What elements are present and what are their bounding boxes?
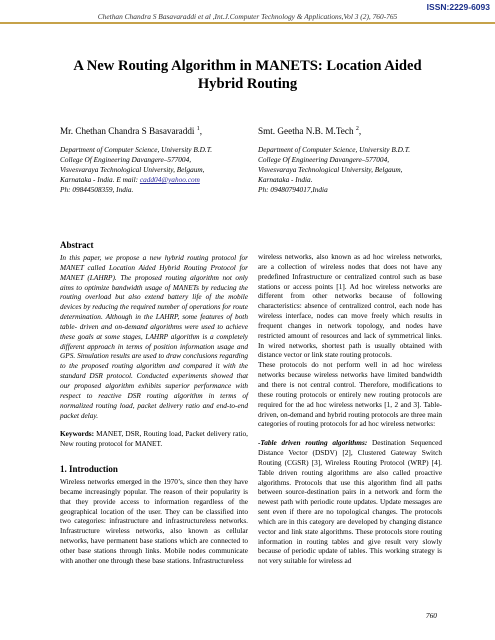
author-2-sup: 2 — [355, 126, 359, 132]
affil-2-line-2: College Of Engineering Davangere–577004, — [258, 155, 390, 164]
right-para-3 — [258, 438, 442, 566]
issn-label: ISSN:2229-6093 — [426, 2, 490, 12]
keywords-text: MANET, DSR, Routing load, Packet delivery ratio, New routing protocol for MANET. — [60, 429, 248, 449]
affil-2-line-5: Ph: 09480794017,India — [258, 185, 328, 194]
affil-1-line-4 — [60, 175, 212, 185]
affil-1-line-1: Department of Computer Science, University B.D.T. — [60, 145, 213, 154]
introduction-heading: 1. Introduction — [60, 464, 118, 475]
keywords-label: Keywords: — [60, 429, 95, 439]
author-1-affiliation — [60, 145, 212, 195]
header-rule — [0, 22, 495, 24]
author-1-email-link[interactable]: cadd04@yahoo.com — [139, 175, 200, 184]
title-line-2: Hybrid Routing — [197, 76, 298, 92]
introduction-text: Wireless networks emerged in the 1970’s, since then they have became increasingly popular. The reason of their popularity is that they provide access to information regardless of the geographical location of the user. They can be classified into two categories: infrastructure and infrastructureless networks. Infrastructure wireless networks, also known as cellular networks, have permanent base stations which are connected to other base stations through links. Mobile nodes communicate with another one through these base stations. Infrastructureless — [60, 477, 248, 565]
affil-1-line-4-text: Karnataka - India. E mail: — [60, 175, 140, 184]
affil-2-line-3: Visvesvaraya Technological University, Belgaum, — [258, 165, 403, 174]
affil-1-line-5: Ph: 09844508359, India. — [60, 185, 134, 194]
author-1 — [60, 126, 202, 136]
affil-1-line-2: College Of Engineering Davangere–577004, — [60, 155, 192, 164]
affil-2-line-4: Karnataka - India. — [258, 175, 313, 184]
author-1-suffix: , — [199, 126, 203, 137]
affil-1-line-3: Visvesvaraya Technological University, Belgaum, — [60, 165, 205, 174]
right-column — [258, 252, 442, 566]
author-2-affiliation — [258, 145, 410, 195]
right-para-1: wireless networks, also known as ad hoc wireless networks, are a collection of wireless nodes that does not have any predefined Infrastructure or centralized control such as base stations or access points [1]. Ad hoc wireless networks are different from other networks because of following characteristics: absence of centralized control, each node has wireless interface, nodes can move freely which results in frequent changes in network topology, and nodes have restricted amount of resources and lack of symmetrical links. In wired networks, shortest path is usually obtained with distance vector or link state routing protocols. — [258, 252, 442, 360]
table-driven-label: -Table driven routing algorithms: — [258, 438, 368, 448]
paper-title — [40, 57, 455, 93]
page-number: 760 — [425, 611, 437, 620]
affil-2-line-1: Department of Computer Science, University B.D.T. — [258, 145, 411, 154]
left-column — [60, 239, 248, 566]
abstract-text: In this paper, we propose a new hybrid routing protocol for MANET called Location Aided Hybrid Routing Protocol for MANET (LAHRP). The proposed routing algorithm not only aims to optimize bandwidth usage of MANETs by reducing the routing overload but also extend battery life of the mobile devices by reducing the required number of operations for route determination. Although in the LAHRP, some features of both table- driven and on-demand algorithms were used to achieve these goals at some stages, LAHRP algorithm is a completely different approach in terms of position information usage and GPS. Simulation results are used to draw conclusions regarding to the proposed routing algorithm and compared it with the standard DSR protocol. Conducted experiments showed that our proposed algorithm exhibits superior performance with respect to reactive DSR routing algorithm in terms of normalized routing load, packet delivery ratio and end-to-end packet delay. — [60, 253, 248, 420]
author-1-name: Mr. Chethan Chandra S Basavaraddi — [60, 126, 195, 137]
right-para-3-text: Destination Sequenced Distance Vector (DSDV) [2], Clustered Gateway Switch Routing (CGSR) [3], Wireless Routing Protocol (WRP) [4]. Table driven routing algorithms are also called proactive algorithms. Protocols that use this algorithm find all paths between source-destination pairs in a network and form the newest path with periodic route updates. Update messages are sent even if there are no topological changes. The protocols which are in this category are developed by changing distance vector and link state algorithms. These protocols store routing information in routing tables and give result very slowly because of periodic update of tables. This working strategy is not very suitable for wireless ad — [258, 438, 442, 566]
title-line-1: A New Routing Algorithm in MANETS: Location Aided — [73, 58, 422, 74]
right-para-2: These protocols do not perform well in ad hoc wireless networks because wireless networks have limited bandwidth and there is not central control. Therefore, modifications to these routing protocols or entirely new routing protocols are required for the ad hoc wireless networks [1, 2 and 3]. Table-driven, on-demand and hybrid routing protocols are three main categories of routing protocols for ad hoc wireless networks: — [258, 360, 442, 429]
running-head: Chethan Chandra S Basavaraddi et al ,Int.J.Computer Technology & Applications,Vol 3 (2), 760-765 — [97, 12, 398, 21]
author-2-name: Smt. Geetha N.B. M.Tech — [258, 126, 354, 137]
author-2-suffix: , — [358, 126, 362, 137]
keywords — [60, 429, 248, 449]
abstract-heading: Abstract — [60, 240, 94, 250]
author-1-sup: 1 — [196, 126, 200, 132]
author-2 — [258, 126, 361, 136]
